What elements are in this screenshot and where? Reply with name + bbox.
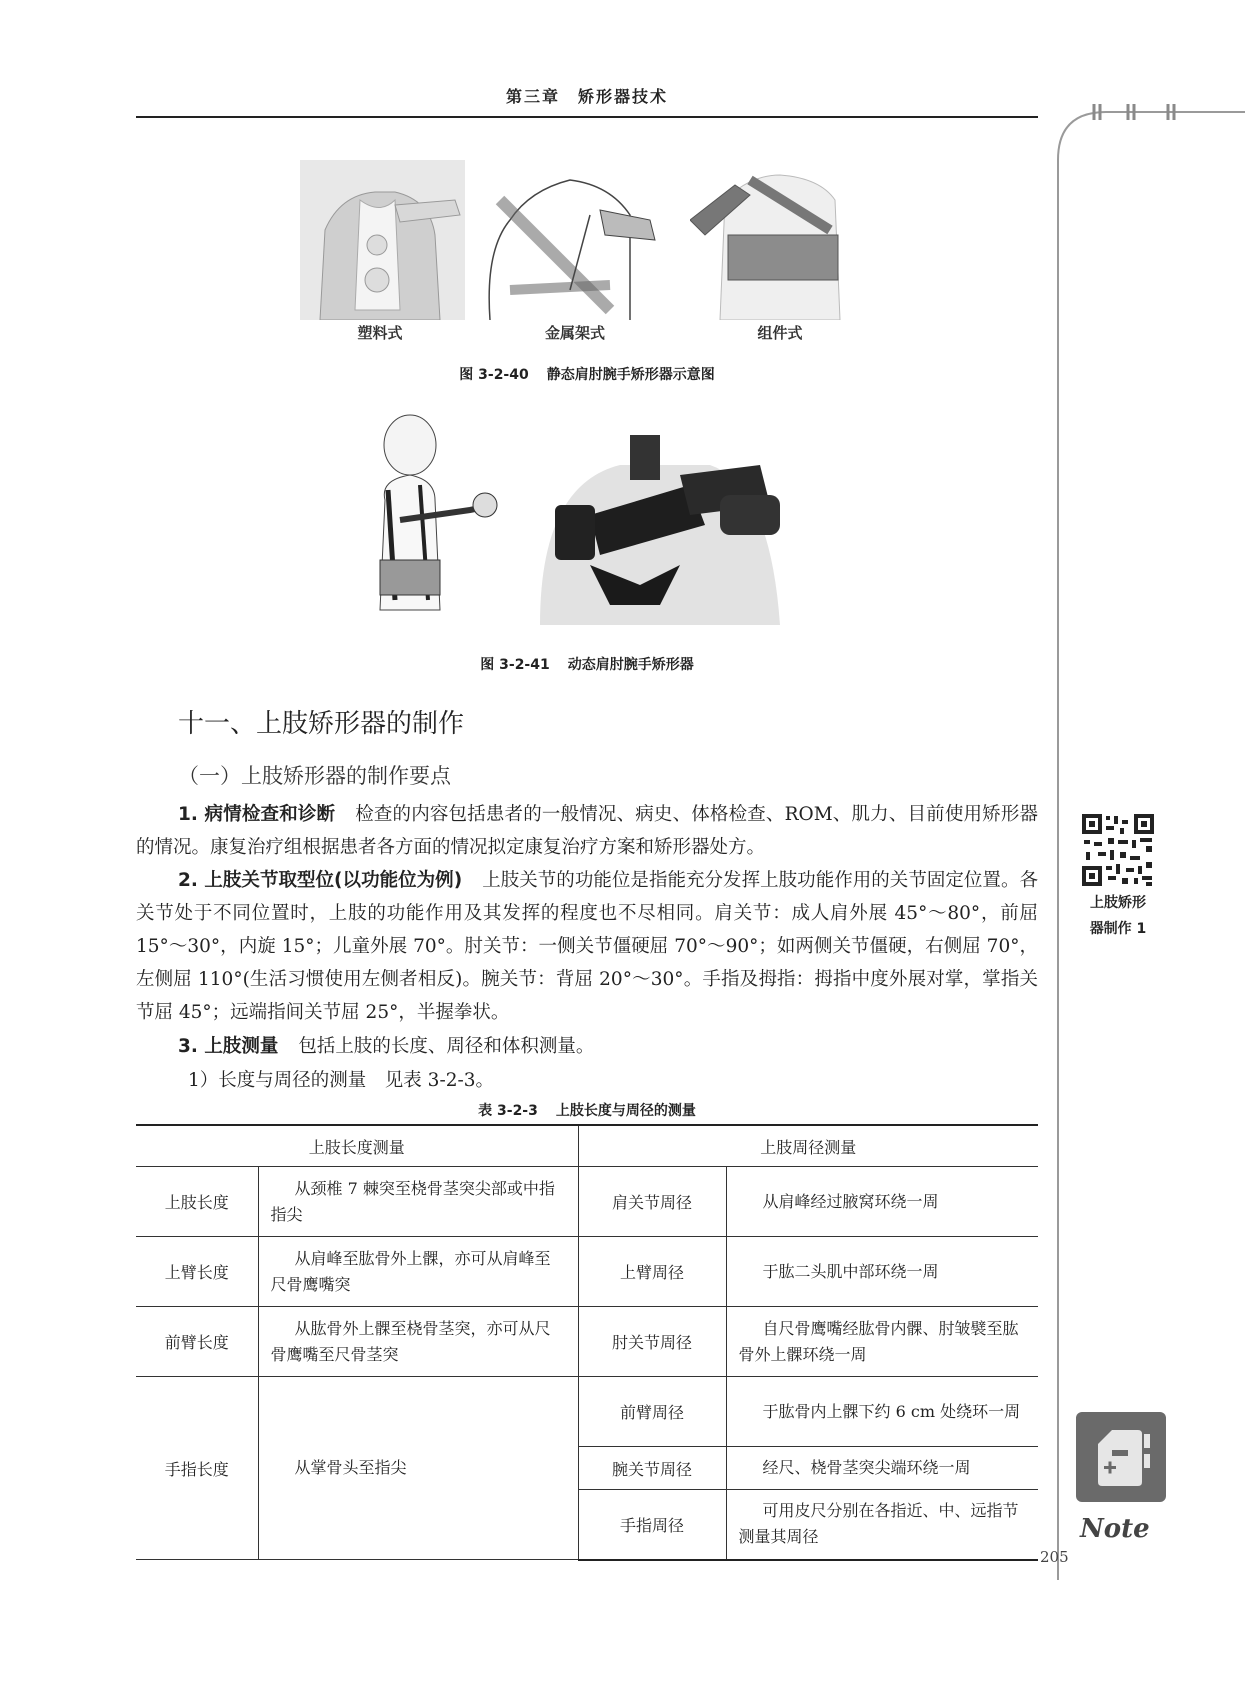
- table-row: [136, 1307, 1038, 1377]
- paragraph-joint-position: [136, 864, 1038, 1029]
- paragraph-measurement-label: 3. 上肢测量: [178, 1036, 279, 1057]
- figure-label-metal-frame: 金属架式: [544, 324, 605, 342]
- circ-desc-cell: 经尺、桡骨茎突尖端环绕一周: [726, 1447, 1038, 1490]
- circ-name-cell: 上臂周径: [578, 1237, 726, 1307]
- paragraph-measurement: [136, 1030, 1038, 1063]
- figure-40-title: 静态肩肘腕手矫形器示意图: [546, 367, 715, 383]
- circ-name-cell: 肩关节周径: [578, 1167, 726, 1237]
- metal-frame-orthosis-illustration: [480, 160, 660, 320]
- length-name-cell: 前臂长度: [136, 1307, 258, 1377]
- figure-41-caption: [136, 654, 1038, 674]
- circ-name-cell: 肘关节周径: [578, 1307, 726, 1377]
- chapter-header: 第三章 矫形器技术: [505, 87, 668, 106]
- dynamic-orthosis-photo: [530, 425, 810, 625]
- length-name-cell: 上臂长度: [136, 1237, 258, 1307]
- modular-orthosis-illustration: [690, 160, 865, 320]
- table-header-row: [136, 1125, 1038, 1167]
- paragraph-diagnosis-text: 检查的内容包括患者的一般情况、病史、体格检查、ROM、肌力、目前使用矫形器的情况。康复治疗组根据患者各方面的情况拟定康复治疗方案和矫形器处方。: [136, 804, 1039, 858]
- length-desc-cell: 从掌骨头至指尖: [258, 1377, 578, 1560]
- table-header-circumference: 上肢周径测量: [578, 1125, 1038, 1167]
- header-rule: [136, 116, 1038, 118]
- note-icon: [1072, 1410, 1172, 1510]
- paragraph-length-label: 1）长度与周径的测量: [188, 1070, 367, 1091]
- figure-label-plastic: 塑料式: [357, 324, 403, 342]
- table-number: 表 3-2-3: [478, 1103, 538, 1119]
- circ-desc-cell: 于肱骨内上髁下约 6 cm 处绕环一周: [726, 1377, 1038, 1447]
- paragraph-length-text: 见表 3-2-3。: [384, 1070, 494, 1091]
- table-row: [136, 1167, 1038, 1237]
- table-caption: [136, 1100, 1038, 1120]
- circ-desc-cell: 可用皮尺分别在各指近、中、远指节测量其周径: [726, 1490, 1038, 1560]
- length-desc-cell: 从肱骨外上髁至桡骨茎突，亦可从尺骨鹰嘴至尺骨茎突: [258, 1307, 578, 1377]
- length-desc-cell: 从肩峰至肱骨外上髁，亦可从肩峰至尺骨鹰嘴突: [258, 1237, 578, 1307]
- table-row: [136, 1237, 1038, 1307]
- qr-code-icon[interactable]: [1080, 812, 1156, 888]
- circ-name-cell: 手指周径: [578, 1490, 726, 1560]
- figure-40-caption: [136, 364, 1038, 384]
- circ-desc-cell: 于肱二头肌中部环绕一周: [726, 1237, 1038, 1307]
- table-header-length: 上肢长度测量: [136, 1125, 578, 1167]
- paragraph-length-circumference: [136, 1064, 1038, 1097]
- circ-desc-cell: 从肩峰经过腋窝环绕一周: [726, 1167, 1038, 1237]
- length-desc-cell: 从颈椎 7 棘突至桡骨茎突尖部或中指指尖: [258, 1167, 578, 1237]
- subsection-heading: （一）上肢矫形器的制作要点: [178, 764, 451, 788]
- figure-41-number: 图 3-2-41: [480, 657, 550, 673]
- table-title: 上肢长度与周径的测量: [555, 1103, 696, 1119]
- figure-label-modular: 组件式: [757, 324, 803, 342]
- paragraph-diagnosis-label: 1. 病情检查和诊断: [178, 804, 336, 825]
- paragraph-joint-position-text: 上肢关节的功能位是指能充分发挥上肢功能作用的关节固定位置。各关节处于不同位置时，上肢的功能作用及其发挥的程度也不尽相同。肩关节：成人肩外展 45°～80°，前屈 15°～30°，内旋 15°；儿童外展 70°。肘关节：一侧关节僵硬屈 70°～90°；如两侧关节僵硬，右侧屈 70°，左侧屈 110°(生活习惯使用左侧者相反)。腕关节：背屈 20°～30°。手指及拇指：拇指中度外展对掌，掌指关节屈 45°；远端指间关节屈 25°，半握拳状。: [136, 870, 1038, 1023]
- paragraph-joint-position-label: 2. 上肢关节取型位(以功能位为例): [178, 870, 463, 891]
- page-number: 205: [1040, 1548, 1069, 1566]
- length-name-cell: 手指长度: [136, 1377, 258, 1560]
- figure-41-title: 动态肩肘腕手矫形器: [567, 657, 694, 673]
- paragraph-diagnosis: [136, 798, 1038, 864]
- dynamic-orthosis-sketch: [360, 410, 500, 630]
- circ-desc-cell: 自尺骨鹰嘴经肱骨内髁、肘皱襞至肱骨外上髁环绕一周: [726, 1307, 1038, 1377]
- qr-label-line1: 上肢矫形: [1090, 895, 1146, 911]
- paragraph-measurement-text: 包括上肢的长度、周径和体积测量。: [298, 1036, 595, 1057]
- plastic-orthosis-illustration: [300, 160, 465, 320]
- length-name-cell: 上肢长度: [136, 1167, 258, 1237]
- qr-label-line2: 器制作 1: [1089, 921, 1147, 937]
- table-row: [136, 1377, 1038, 1447]
- figure-40-number: 图 3-2-40: [459, 367, 529, 383]
- circ-name-cell: 前臂周径: [578, 1377, 726, 1447]
- note-label: Note: [1080, 1514, 1150, 1544]
- circ-name-cell: 腕关节周径: [578, 1447, 726, 1490]
- section-heading: 十一、上肢矫形器的制作: [178, 709, 465, 739]
- measurement-table: [136, 1124, 1038, 1561]
